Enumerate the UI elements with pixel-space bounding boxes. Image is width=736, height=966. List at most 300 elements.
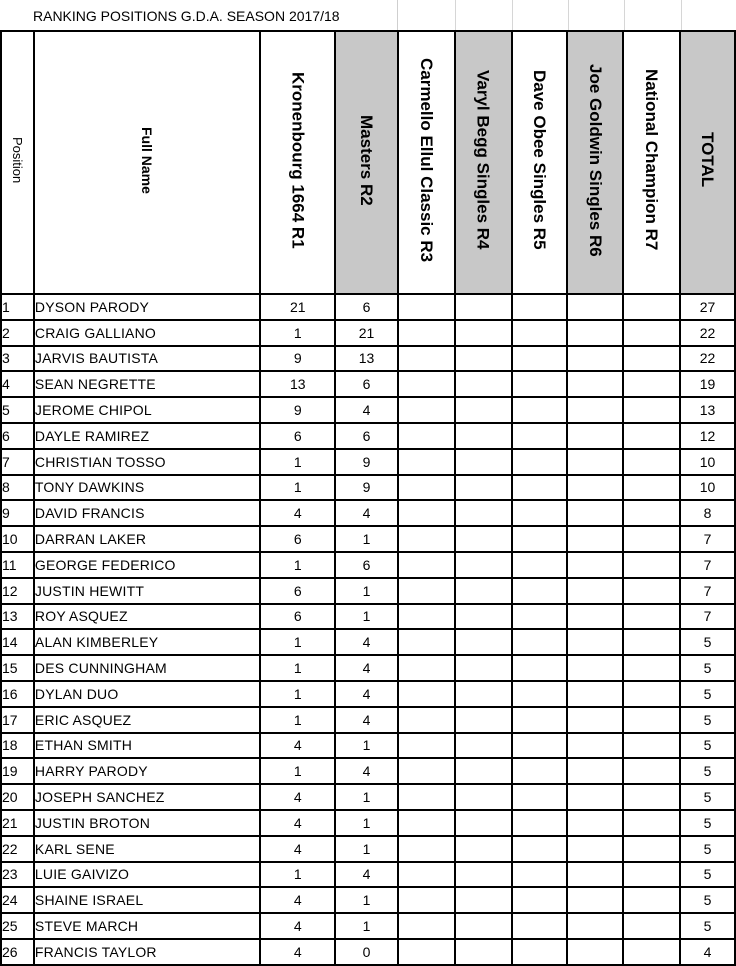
r4-cell bbox=[455, 449, 512, 475]
r1-cell: 9 bbox=[260, 397, 335, 423]
position-cell: 8 bbox=[1, 475, 34, 501]
r3-cell bbox=[398, 862, 455, 888]
table-row bbox=[1, 604, 735, 630]
r5-cell bbox=[512, 449, 568, 475]
r3-cell bbox=[398, 939, 455, 965]
r3-cell bbox=[398, 913, 455, 939]
r7-cell bbox=[623, 475, 680, 501]
name-cell: GEORGE FEDERICO bbox=[34, 552, 260, 578]
r3-cell bbox=[398, 681, 455, 707]
r2-cell: 21 bbox=[335, 320, 398, 346]
r2-cell: 4 bbox=[335, 862, 398, 888]
table-row bbox=[1, 810, 735, 836]
r6-cell bbox=[567, 526, 623, 552]
r6-cell bbox=[567, 810, 623, 836]
total-cell: 10 bbox=[680, 449, 735, 475]
total-cell: 5 bbox=[680, 758, 735, 784]
r4-cell bbox=[455, 810, 512, 836]
r7-cell bbox=[623, 784, 680, 810]
table-row bbox=[1, 397, 735, 423]
r6-cell bbox=[567, 707, 623, 733]
r4-cell bbox=[455, 500, 512, 526]
table-row bbox=[1, 294, 735, 320]
r6-cell bbox=[567, 397, 623, 423]
table-row bbox=[1, 475, 735, 501]
r1-cell: 1 bbox=[260, 449, 335, 475]
r3-cell bbox=[398, 758, 455, 784]
position-cell: 24 bbox=[1, 887, 34, 913]
name-cell: DAYLE RAMIREZ bbox=[34, 423, 260, 449]
table-row bbox=[1, 578, 735, 604]
header-total: TOTAL bbox=[680, 31, 735, 294]
table-row bbox=[1, 526, 735, 552]
table-row bbox=[1, 862, 735, 888]
r4-cell bbox=[455, 475, 512, 501]
total-cell: 5 bbox=[680, 836, 735, 862]
r3-cell bbox=[398, 294, 455, 320]
r3-cell bbox=[398, 500, 455, 526]
r1-cell: 1 bbox=[260, 655, 335, 681]
r2-cell: 1 bbox=[335, 578, 398, 604]
r2-cell: 4 bbox=[335, 629, 398, 655]
r2-cell: 6 bbox=[335, 552, 398, 578]
table-row bbox=[1, 733, 735, 759]
r3-cell bbox=[398, 784, 455, 810]
r3-cell bbox=[398, 578, 455, 604]
total-cell: 5 bbox=[680, 707, 735, 733]
r7-cell bbox=[623, 939, 680, 965]
total-cell: 12 bbox=[680, 423, 735, 449]
table-row bbox=[1, 552, 735, 578]
r1-cell: 4 bbox=[260, 913, 335, 939]
position-cell: 22 bbox=[1, 836, 34, 862]
r5-cell bbox=[512, 552, 568, 578]
r7-cell bbox=[623, 655, 680, 681]
r3-cell bbox=[398, 836, 455, 862]
r7-cell bbox=[623, 707, 680, 733]
r3-cell bbox=[398, 810, 455, 836]
r7-cell bbox=[623, 397, 680, 423]
r6-cell bbox=[567, 836, 623, 862]
r7-cell bbox=[623, 578, 680, 604]
r5-cell bbox=[512, 604, 568, 630]
total-cell: 19 bbox=[680, 371, 735, 397]
name-cell: DAVID FRANCIS bbox=[34, 500, 260, 526]
total-cell: 5 bbox=[680, 810, 735, 836]
r3-cell bbox=[398, 423, 455, 449]
r2-cell: 13 bbox=[335, 346, 398, 372]
position-cell: 23 bbox=[1, 862, 34, 888]
r2-cell: 0 bbox=[335, 939, 398, 965]
name-cell: JUSTIN BROTON bbox=[34, 810, 260, 836]
r2-cell: 6 bbox=[335, 423, 398, 449]
name-cell: KARL SENE bbox=[34, 836, 260, 862]
sheet-gridline bbox=[512, 0, 513, 30]
r1-cell: 1 bbox=[260, 320, 335, 346]
r1-cell: 4 bbox=[260, 784, 335, 810]
r5-cell bbox=[512, 707, 568, 733]
r1-cell: 4 bbox=[260, 939, 335, 965]
position-cell: 4 bbox=[1, 371, 34, 397]
r5-cell bbox=[512, 810, 568, 836]
table-row bbox=[1, 346, 735, 372]
header-r6: Joe Goldwin Singles R6 bbox=[567, 31, 623, 294]
header-r3: Carmello Ellul Classic R3 bbox=[398, 31, 455, 294]
r1-cell: 6 bbox=[260, 578, 335, 604]
r4-cell bbox=[455, 655, 512, 681]
r4-cell bbox=[455, 371, 512, 397]
position-cell: 19 bbox=[1, 758, 34, 784]
r1-cell: 4 bbox=[260, 887, 335, 913]
r2-cell: 4 bbox=[335, 681, 398, 707]
r5-cell bbox=[512, 526, 568, 552]
position-cell: 26 bbox=[1, 939, 34, 965]
name-cell: SEAN NEGRETTE bbox=[34, 371, 260, 397]
name-cell: CRAIG GALLIANO bbox=[34, 320, 260, 346]
table-row bbox=[1, 320, 735, 346]
r5-cell bbox=[512, 629, 568, 655]
r6-cell bbox=[567, 294, 623, 320]
total-cell: 7 bbox=[680, 578, 735, 604]
position-cell: 1 bbox=[1, 294, 34, 320]
total-cell: 7 bbox=[680, 604, 735, 630]
r7-cell bbox=[623, 346, 680, 372]
name-cell: JOSEPH SANCHEZ bbox=[34, 784, 260, 810]
page-title: RANKING POSITIONS G.D.A. SEASON 2017/18 bbox=[33, 8, 340, 24]
r3-cell bbox=[398, 526, 455, 552]
r7-cell bbox=[623, 449, 680, 475]
header-r7: National Champion R7 bbox=[623, 31, 680, 294]
r5-cell bbox=[512, 397, 568, 423]
r4-cell bbox=[455, 836, 512, 862]
r4-cell bbox=[455, 758, 512, 784]
r5-cell bbox=[512, 475, 568, 501]
position-cell: 3 bbox=[1, 346, 34, 372]
name-cell: ERIC ASQUEZ bbox=[34, 707, 260, 733]
total-cell: 22 bbox=[680, 346, 735, 372]
position-cell: 13 bbox=[1, 604, 34, 630]
r7-cell bbox=[623, 604, 680, 630]
r4-cell bbox=[455, 320, 512, 346]
name-cell: JEROME CHIPOL bbox=[34, 397, 260, 423]
r1-cell: 1 bbox=[260, 758, 335, 784]
r5-cell bbox=[512, 913, 568, 939]
ranking-rows bbox=[1, 294, 735, 965]
r1-cell: 4 bbox=[260, 810, 335, 836]
position-cell: 9 bbox=[1, 500, 34, 526]
r6-cell bbox=[567, 449, 623, 475]
r5-cell bbox=[512, 294, 568, 320]
total-cell: 5 bbox=[680, 681, 735, 707]
r4-cell bbox=[455, 578, 512, 604]
position-cell: 14 bbox=[1, 629, 34, 655]
r4-cell bbox=[455, 681, 512, 707]
r6-cell bbox=[567, 604, 623, 630]
name-cell: LUIE GAIVIZO bbox=[34, 862, 260, 888]
r1-cell: 1 bbox=[260, 475, 335, 501]
header-r1: Kronenbourg 1664 R1 bbox=[260, 31, 335, 294]
table-row bbox=[1, 681, 735, 707]
total-cell: 5 bbox=[680, 655, 735, 681]
r5-cell bbox=[512, 320, 568, 346]
position-cell: 16 bbox=[1, 681, 34, 707]
title-strip bbox=[0, 0, 736, 30]
r1-cell: 4 bbox=[260, 500, 335, 526]
table-row bbox=[1, 887, 735, 913]
r2-cell: 6 bbox=[335, 371, 398, 397]
position-cell: 15 bbox=[1, 655, 34, 681]
r4-cell bbox=[455, 346, 512, 372]
r6-cell bbox=[567, 320, 623, 346]
r2-cell: 9 bbox=[335, 449, 398, 475]
r1-cell: 21 bbox=[260, 294, 335, 320]
name-cell: DARRAN LAKER bbox=[34, 526, 260, 552]
table-row bbox=[1, 629, 735, 655]
position-cell: 20 bbox=[1, 784, 34, 810]
r4-cell bbox=[455, 552, 512, 578]
r2-cell: 6 bbox=[335, 294, 398, 320]
r2-cell: 4 bbox=[335, 758, 398, 784]
position-cell: 18 bbox=[1, 733, 34, 759]
name-cell: JARVIS BAUTISTA bbox=[34, 346, 260, 372]
r6-cell bbox=[567, 629, 623, 655]
r1-cell: 1 bbox=[260, 862, 335, 888]
total-cell: 13 bbox=[680, 397, 735, 423]
name-cell: DES CUNNINGHAM bbox=[34, 655, 260, 681]
table-row bbox=[1, 707, 735, 733]
r6-cell bbox=[567, 758, 623, 784]
r6-cell bbox=[567, 784, 623, 810]
r6-cell bbox=[567, 423, 623, 449]
r1-cell: 6 bbox=[260, 604, 335, 630]
r6-cell bbox=[567, 346, 623, 372]
name-cell: TONY DAWKINS bbox=[34, 475, 260, 501]
r3-cell bbox=[398, 707, 455, 733]
total-cell: 10 bbox=[680, 475, 735, 501]
r2-cell: 4 bbox=[335, 655, 398, 681]
r7-cell bbox=[623, 913, 680, 939]
ranking-table bbox=[0, 30, 736, 966]
r7-cell bbox=[623, 629, 680, 655]
r6-cell bbox=[567, 913, 623, 939]
r2-cell: 1 bbox=[335, 526, 398, 552]
r7-cell bbox=[623, 733, 680, 759]
r4-cell bbox=[455, 423, 512, 449]
r4-cell bbox=[455, 733, 512, 759]
total-cell: 5 bbox=[680, 862, 735, 888]
r6-cell bbox=[567, 371, 623, 397]
r6-cell bbox=[567, 552, 623, 578]
name-cell: SHAINE ISRAEL bbox=[34, 887, 260, 913]
position-cell: 17 bbox=[1, 707, 34, 733]
table-row bbox=[1, 371, 735, 397]
r5-cell bbox=[512, 862, 568, 888]
r6-cell bbox=[567, 887, 623, 913]
name-cell: JUSTIN HEWITT bbox=[34, 578, 260, 604]
name-cell: ALAN KIMBERLEY bbox=[34, 629, 260, 655]
total-cell: 4 bbox=[680, 939, 735, 965]
r5-cell bbox=[512, 655, 568, 681]
name-cell: DYSON PARODY bbox=[34, 294, 260, 320]
r2-cell: 4 bbox=[335, 397, 398, 423]
r1-cell: 6 bbox=[260, 526, 335, 552]
position-cell: 7 bbox=[1, 449, 34, 475]
r7-cell bbox=[623, 371, 680, 397]
r7-cell bbox=[623, 526, 680, 552]
r1-cell: 9 bbox=[260, 346, 335, 372]
total-cell: 7 bbox=[680, 526, 735, 552]
r2-cell: 1 bbox=[335, 913, 398, 939]
table-row bbox=[1, 784, 735, 810]
r5-cell bbox=[512, 887, 568, 913]
r1-cell: 4 bbox=[260, 733, 335, 759]
header-full-name: Full Name bbox=[34, 31, 260, 294]
r3-cell bbox=[398, 733, 455, 759]
r7-cell bbox=[623, 810, 680, 836]
header-r2: Masters R2 bbox=[335, 31, 398, 294]
table-row bbox=[1, 423, 735, 449]
r6-cell bbox=[567, 655, 623, 681]
r2-cell: 1 bbox=[335, 604, 398, 630]
r4-cell bbox=[455, 784, 512, 810]
r2-cell: 1 bbox=[335, 836, 398, 862]
total-cell: 5 bbox=[680, 629, 735, 655]
table-row bbox=[1, 939, 735, 965]
r6-cell bbox=[567, 578, 623, 604]
header-r5: Dave Obee Singles R5 bbox=[512, 31, 568, 294]
total-cell: 5 bbox=[680, 887, 735, 913]
r1-cell: 4 bbox=[260, 836, 335, 862]
header-position: Position bbox=[1, 31, 34, 294]
table-row bbox=[1, 655, 735, 681]
name-cell: CHRISTIAN TOSSO bbox=[34, 449, 260, 475]
total-cell: 5 bbox=[680, 784, 735, 810]
r3-cell bbox=[398, 449, 455, 475]
r5-cell bbox=[512, 371, 568, 397]
name-cell: ETHAN SMITH bbox=[34, 733, 260, 759]
r3-cell bbox=[398, 346, 455, 372]
sheet-gridline bbox=[624, 0, 625, 30]
r4-cell bbox=[455, 862, 512, 888]
r7-cell bbox=[623, 758, 680, 784]
name-cell: FRANCIS TAYLOR bbox=[34, 939, 260, 965]
position-cell: 11 bbox=[1, 552, 34, 578]
r3-cell bbox=[398, 629, 455, 655]
r4-cell bbox=[455, 887, 512, 913]
table-row bbox=[1, 836, 735, 862]
r1-cell: 1 bbox=[260, 629, 335, 655]
table-row bbox=[1, 500, 735, 526]
r4-cell bbox=[455, 526, 512, 552]
r7-cell bbox=[623, 320, 680, 346]
r1-cell: 13 bbox=[260, 371, 335, 397]
r4-cell bbox=[455, 707, 512, 733]
r7-cell bbox=[623, 681, 680, 707]
r6-cell bbox=[567, 475, 623, 501]
position-cell: 21 bbox=[1, 810, 34, 836]
r5-cell bbox=[512, 836, 568, 862]
table-row bbox=[1, 449, 735, 475]
r6-cell bbox=[567, 862, 623, 888]
r5-cell bbox=[512, 939, 568, 965]
r7-cell bbox=[623, 836, 680, 862]
r6-cell bbox=[567, 939, 623, 965]
total-cell: 5 bbox=[680, 733, 735, 759]
position-cell: 12 bbox=[1, 578, 34, 604]
r5-cell bbox=[512, 346, 568, 372]
total-cell: 22 bbox=[680, 320, 735, 346]
r4-cell bbox=[455, 397, 512, 423]
position-cell: 6 bbox=[1, 423, 34, 449]
r3-cell bbox=[398, 887, 455, 913]
r1-cell: 1 bbox=[260, 681, 335, 707]
sheet-gridline bbox=[455, 0, 456, 30]
r7-cell bbox=[623, 552, 680, 578]
position-cell: 2 bbox=[1, 320, 34, 346]
sheet-gridline bbox=[681, 0, 682, 30]
position-cell: 5 bbox=[1, 397, 34, 423]
r4-cell bbox=[455, 604, 512, 630]
total-cell: 8 bbox=[680, 500, 735, 526]
name-cell: ROY ASQUEZ bbox=[34, 604, 260, 630]
r6-cell bbox=[567, 500, 623, 526]
header-r4: Varyl Begg Singles R4 bbox=[455, 31, 512, 294]
r6-cell bbox=[567, 681, 623, 707]
total-cell: 5 bbox=[680, 913, 735, 939]
r1-cell: 6 bbox=[260, 423, 335, 449]
r4-cell bbox=[455, 294, 512, 320]
r2-cell: 9 bbox=[335, 475, 398, 501]
total-cell: 27 bbox=[680, 294, 735, 320]
r7-cell bbox=[623, 423, 680, 449]
r7-cell bbox=[623, 862, 680, 888]
r7-cell bbox=[623, 294, 680, 320]
r4-cell bbox=[455, 629, 512, 655]
table-row bbox=[1, 758, 735, 784]
r3-cell bbox=[398, 371, 455, 397]
table-row bbox=[1, 913, 735, 939]
position-cell: 25 bbox=[1, 913, 34, 939]
r2-cell: 1 bbox=[335, 784, 398, 810]
r3-cell bbox=[398, 604, 455, 630]
r3-cell bbox=[398, 475, 455, 501]
position-cell: 10 bbox=[1, 526, 34, 552]
r5-cell bbox=[512, 578, 568, 604]
name-cell: STEVE MARCH bbox=[34, 913, 260, 939]
r2-cell: 4 bbox=[335, 500, 398, 526]
name-cell: HARRY PARODY bbox=[34, 758, 260, 784]
r5-cell bbox=[512, 784, 568, 810]
r2-cell: 1 bbox=[335, 810, 398, 836]
r3-cell bbox=[398, 397, 455, 423]
r3-cell bbox=[398, 655, 455, 681]
sheet-gridline bbox=[568, 0, 569, 30]
total-cell: 7 bbox=[680, 552, 735, 578]
r3-cell bbox=[398, 552, 455, 578]
header-row bbox=[1, 31, 735, 294]
r4-cell bbox=[455, 939, 512, 965]
title-cell bbox=[0, 0, 398, 30]
r1-cell: 1 bbox=[260, 552, 335, 578]
r5-cell bbox=[512, 423, 568, 449]
name-cell: DYLAN DUO bbox=[34, 681, 260, 707]
r5-cell bbox=[512, 733, 568, 759]
r5-cell bbox=[512, 758, 568, 784]
r2-cell: 1 bbox=[335, 733, 398, 759]
r2-cell: 1 bbox=[335, 887, 398, 913]
r7-cell bbox=[623, 500, 680, 526]
r6-cell bbox=[567, 733, 623, 759]
